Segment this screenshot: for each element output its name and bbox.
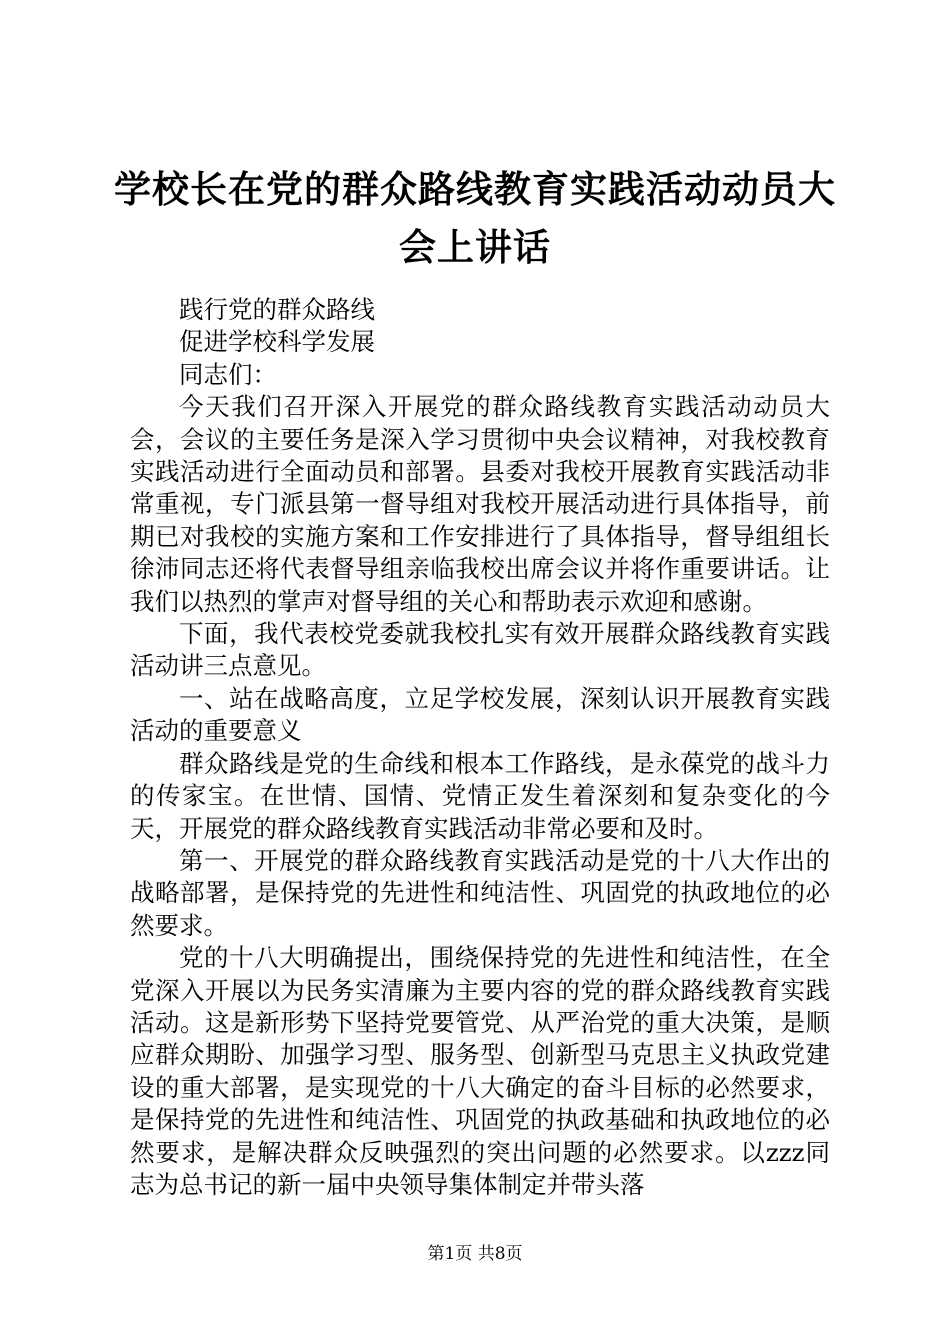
body-paragraph: 下面，我代表校党委就我校扎实有效开展群众路线教育实践活动讲三点意见。 xyxy=(130,619,830,681)
body-paragraph: 今天我们召开深入开展党的群众路线教育实践活动动员大会，会议的主要任务是深入学习贯彻中央会议精神，对我校教育实践活动进行全面动员和部署。县委对我校开展教育实践活动非常重视，专门派县第一督导组对我校开展活动进行具体指导，前期已对我校的实施方案和工作安排进行了具体指导，督导组组长徐沛同志还将代表督导组亲临我校出席会议并将作重要讲话。让我们以热烈的掌声对督导组的关心和帮助表示欢迎和感谢。 xyxy=(130,392,830,616)
subtitle-line: 践行党的群众路线 xyxy=(179,295,375,324)
body-paragraph: 第一、开展党的群众路线教育实践活动是党的十八大作出的战略部署，是保持党的先进性和纯洁性、巩固党的执政地位的必然要求。 xyxy=(130,845,830,940)
document-title: 学校长在党的群众路线教育实践活动动员大会上讲话 xyxy=(114,167,836,269)
section-heading: 一、站在战略高度，立足学校发展，深刻认识开展教育实践活动的重要意义 xyxy=(130,683,830,746)
salutation: 同志们： xyxy=(179,359,277,389)
body-paragraph: 党的十八大明确提出，围绕保持党的先进性和纯洁性，在全党深入开展以为民务实清廉为主要内容的党的群众路线教育实践活动。这是新形势下坚持党要管党、从严治党的重大决策，是顺应群众期盼、加强学习型、服务型、创新型马克思主义执政党建设的重大部署，是实现党的十八大确定的奋斗目标的必然要求，是保持党的先进性和纯洁性、巩固党的执政基础和执政地位的必然要求，是解决群众反映强烈的突出问题的必然要求。以zzz同志为总书记的新一届中央领导集体制定并带头落 xyxy=(130,943,830,1199)
subtitle-line: 促进学校科学发展 xyxy=(179,327,375,357)
body-paragraph: 群众路线是党的生命线和根本工作路线，是永葆党的战斗力的传家宝。在世情、国情、党情正发生着深刻和复杂变化的今天，开展党的群众路线教育实践活动非常必要和及时。 xyxy=(130,748,830,843)
page-total: 共8页 xyxy=(477,1244,523,1264)
page-footer xyxy=(0,1243,950,1265)
page-number: 第1页 xyxy=(427,1244,473,1264)
document-body xyxy=(130,294,830,1201)
